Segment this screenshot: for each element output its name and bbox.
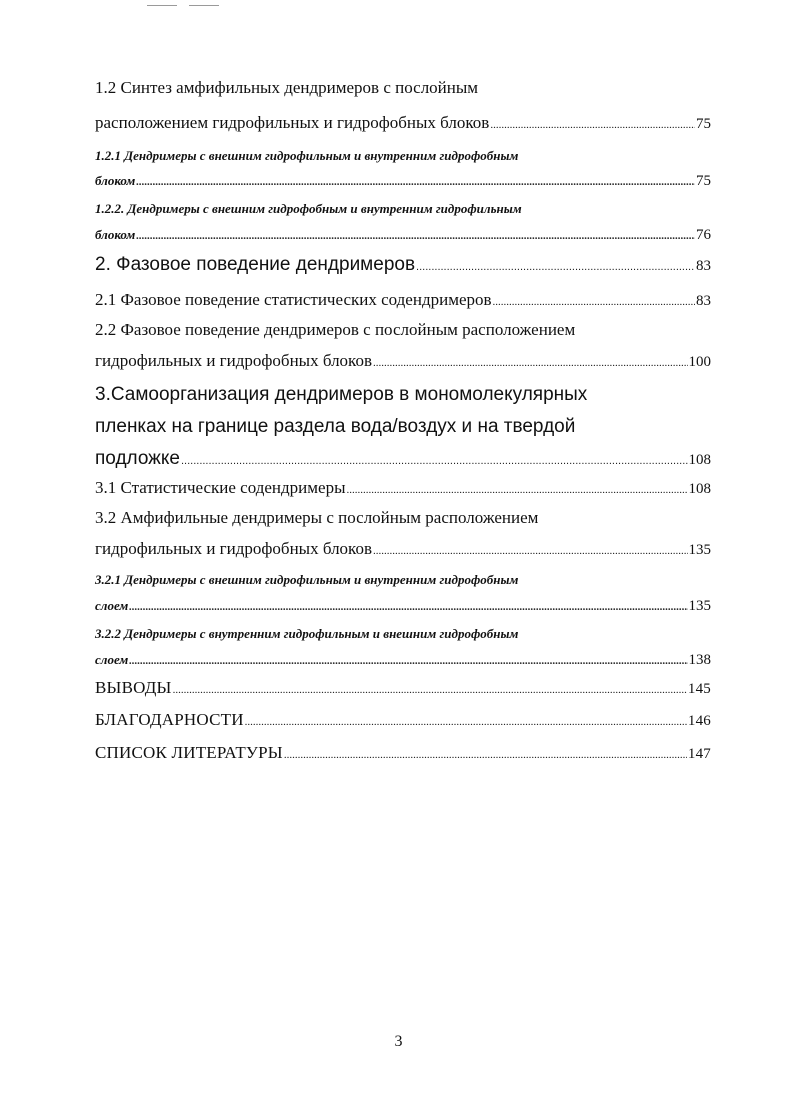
- toc-page-number: 75: [696, 116, 711, 132]
- leader-dots: [173, 684, 687, 696]
- toc-entry-1-2-1-line2: блоком: [95, 173, 136, 188]
- toc-page-number: 76: [696, 227, 711, 243]
- toc-entry-3-line3: подложке: [95, 448, 180, 469]
- toc-entry-acknowledgements[interactable]: [95, 710, 711, 730]
- toc-entry-1-2-2-line1: 1.2.2. Дендримеры с внешним гидрофобным и внутренним гидрофильным: [95, 201, 522, 216]
- leader-dots: [245, 716, 687, 728]
- toc-page-number: 108: [688, 481, 711, 497]
- toc-entry-3-2-1-line1: 3.2.1 Дендримеры с внешним гидрофильным и внутренним гидрофобным: [95, 572, 519, 587]
- toc-entry-3-2-2-line2: слоем: [95, 652, 129, 667]
- toc-entry-3-line2: пленках на границе раздела вода/воздух и на твердой: [95, 416, 576, 437]
- toc-entry-2-title: 2. Фазовое поведение дендримеров: [95, 254, 416, 275]
- toc-page-number: 83: [696, 258, 711, 274]
- leader-dots: [347, 484, 688, 496]
- toc-entry-3-line1: 3.Самоорганизация дендримеров в мономолекулярных: [95, 384, 588, 405]
- toc-page-number: 100: [688, 354, 711, 370]
- leader-dots: [493, 296, 695, 308]
- toc-entry-conclusions[interactable]: [95, 678, 711, 698]
- toc-entry-conclusions-title: ВЫВОДЫ: [95, 678, 172, 697]
- toc-page-number: 146: [687, 713, 711, 729]
- toc-entry-1-2-2-line2: блоком: [95, 227, 136, 242]
- toc-entry-3-2-1[interactable]: [95, 598, 711, 615]
- toc-entry-3-2-2-line1: 3.2.2 Дендримеры с внутренним гидрофильным и внешним гидрофобным: [95, 626, 519, 641]
- toc-page-number: 135: [688, 598, 711, 614]
- toc-entry-acknowledgements-title: БЛАГОДАРНОСТИ: [95, 710, 244, 729]
- toc-entry-1-2-line2: расположением гидрофильных и гидрофобных блоков: [95, 113, 490, 132]
- toc-page-number: 108: [688, 452, 711, 468]
- leader-dots: [284, 749, 687, 761]
- toc-entry-2-1[interactable]: [95, 290, 711, 310]
- toc-entry-2-2-line2: гидрофильных и гидрофобных блоков: [95, 351, 372, 370]
- toc-entry-1-2[interactable]: [95, 113, 711, 133]
- toc-entry-2-1-title: 2.1 Фазовое поведение статистических содендримеров: [95, 290, 492, 309]
- toc-entry-1-2-2[interactable]: [95, 227, 711, 244]
- toc-entry-3-2-line1: 3.2 Амфифильные дендримеры с послойным расположением: [95, 508, 539, 527]
- toc-entry-1-2-line1: 1.2 Синтез амфифильных дендримеров с послойным: [95, 78, 479, 97]
- leader-dots: [129, 655, 687, 667]
- toc-page-number: 138: [688, 652, 711, 668]
- header-mark-left: [147, 5, 177, 6]
- toc-entry-1-2-1[interactable]: [95, 173, 711, 190]
- leader-dots: [373, 545, 688, 557]
- toc-entry-3-2[interactable]: [95, 539, 711, 559]
- toc-entry-3-2-2[interactable]: [95, 652, 711, 669]
- leader-dots: [129, 601, 687, 613]
- toc-entry-2-2[interactable]: [95, 351, 711, 371]
- toc-entry-3-2-line2: гидрофильных и гидрофобных блоков: [95, 539, 372, 558]
- toc-entry-2[interactable]: [95, 254, 711, 276]
- toc-page-number: 75: [696, 173, 711, 189]
- toc-page-number: 147: [687, 746, 711, 762]
- toc-page-number: 135: [688, 542, 711, 558]
- leader-dots: [373, 357, 688, 369]
- toc-page-number: 83: [696, 293, 711, 309]
- leader-dots: [136, 176, 695, 188]
- toc-entry-1-2-1-line1: 1.2.1 Дендримеры с внешним гидрофильным и внутренним гидрофобным: [95, 148, 519, 163]
- toc-entry-references[interactable]: [95, 743, 711, 763]
- leader-dots: [181, 455, 688, 467]
- toc-entry-3[interactable]: [95, 448, 711, 470]
- page-number: 3: [394, 1033, 403, 1050]
- header-mark-right: [189, 5, 219, 6]
- toc-page-number: 145: [687, 681, 711, 697]
- toc-entry-3-1-title: 3.1 Статистические содендримеры: [95, 478, 346, 497]
- leader-dots: [136, 230, 695, 242]
- leader-dots: [416, 261, 695, 273]
- toc-entry-2-2-line1: 2.2 Фазовое поведение дендримеров с послойным расположением: [95, 320, 576, 339]
- toc-entry-references-title: СПИСОК ЛИТЕРАТУРЫ: [95, 743, 283, 762]
- toc-entry-3-1[interactable]: [95, 478, 711, 498]
- toc-entry-3-2-1-line2: слоем: [95, 598, 129, 613]
- leader-dots: [490, 119, 695, 131]
